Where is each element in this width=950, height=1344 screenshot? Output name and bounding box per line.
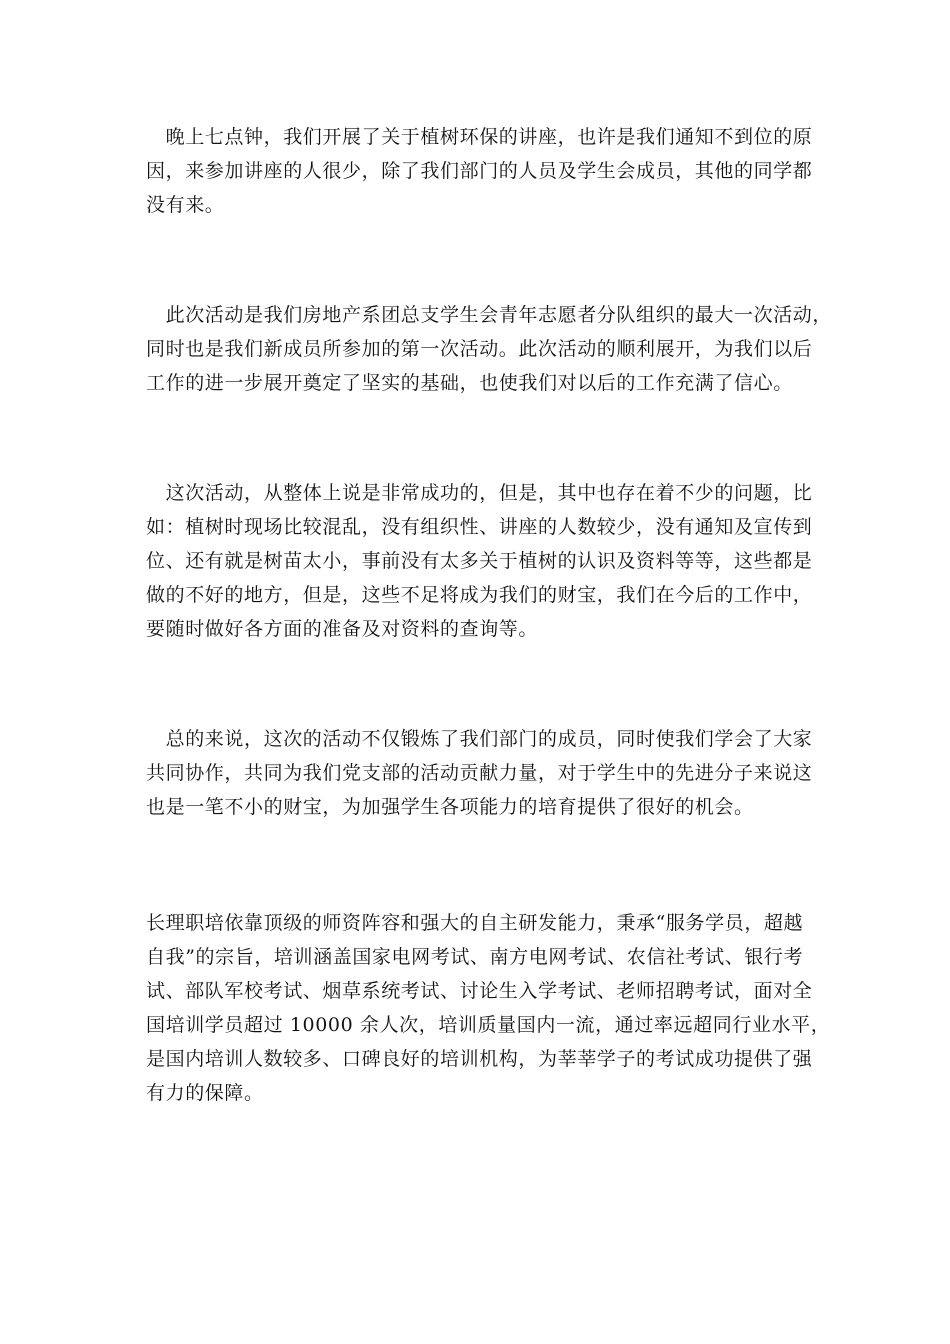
paragraph-summary: [146, 722, 826, 824]
text-line: 共同协作，共同为我们党支部的活动贡献力量，对于学生中的先进分子来说这: [146, 762, 813, 784]
text-line: 此次活动是我们房地产系团总支学生会青年志愿者分队组织的最大一次活动，: [146, 304, 833, 326]
paragraph-training-ad: [146, 906, 831, 1110]
text-line: 有力的保障。: [146, 1082, 264, 1104]
text-line: 位、还有就是树苗太小，事前没有太多关于植树的认识及资料等等，这些都是: [146, 550, 813, 572]
text-line: 因，来参加讲座的人很少，除了我们部门的人员及学生会成员，其他的同学都: [146, 160, 813, 182]
text-line: 自我”的宗旨，培训涵盖国家电网考试、南方电网考试、农信社考试、银行考: [146, 946, 804, 968]
text-line: 要随时做好各方面的准备及对资料的查询等。: [146, 618, 539, 640]
paragraph-problems: [146, 476, 826, 646]
text-line: 是国内培训人数较多、口碑良好的培训机构，为莘莘学子的考试成功提供了强: [146, 1048, 813, 1070]
text-line: 长理职培依靠顶级的师资阵容和强大的自主研发能力，秉承“服务学员，超越: [146, 912, 804, 934]
text-line: 总的来说，这次的活动不仅锻炼了我们部门的成员，同时使我们学会了大家: [146, 728, 813, 750]
text-line: 晚上七点钟，我们开展了关于植树环保的讲座，也许是我们通知不到位的原: [146, 126, 813, 148]
text-line: 如：植树时现场比较混乱，没有组织性、讲座的人数较少，没有通知及宣传到: [146, 516, 813, 538]
text-line: 也是一笔不小的财宝，为加强学生各项能力的培育提供了很好的机会。: [146, 796, 754, 818]
text-line: 工作的进一步展开奠定了坚实的基础，也使我们对以后的工作充满了信心。: [146, 372, 793, 394]
text-line: 试、部队军校考试、烟草系统考试、讨论生入学考试、老师招聘考试，面对全: [146, 980, 813, 1002]
paragraph-lecture: [146, 120, 826, 222]
text-line: 做的不好的地方，但是，这些不足将成为我们的财宝，我们在今后的工作中，: [146, 584, 813, 606]
paragraph-activity-significance: [146, 298, 833, 400]
text-line: 这次活动，从整体上说是非常成功的，但是，其中也存在着不少的问题，比: [146, 482, 813, 504]
text-line: 国培训学员超过 10000 余人次，培训质量国内一流，通过率远超同行业水平，: [146, 1014, 831, 1036]
text-line: 没有来。: [146, 194, 225, 216]
text-line: 同时也是我们新成员所参加的第一次活动。此次活动的顺利展开，为我们以后: [146, 338, 813, 360]
